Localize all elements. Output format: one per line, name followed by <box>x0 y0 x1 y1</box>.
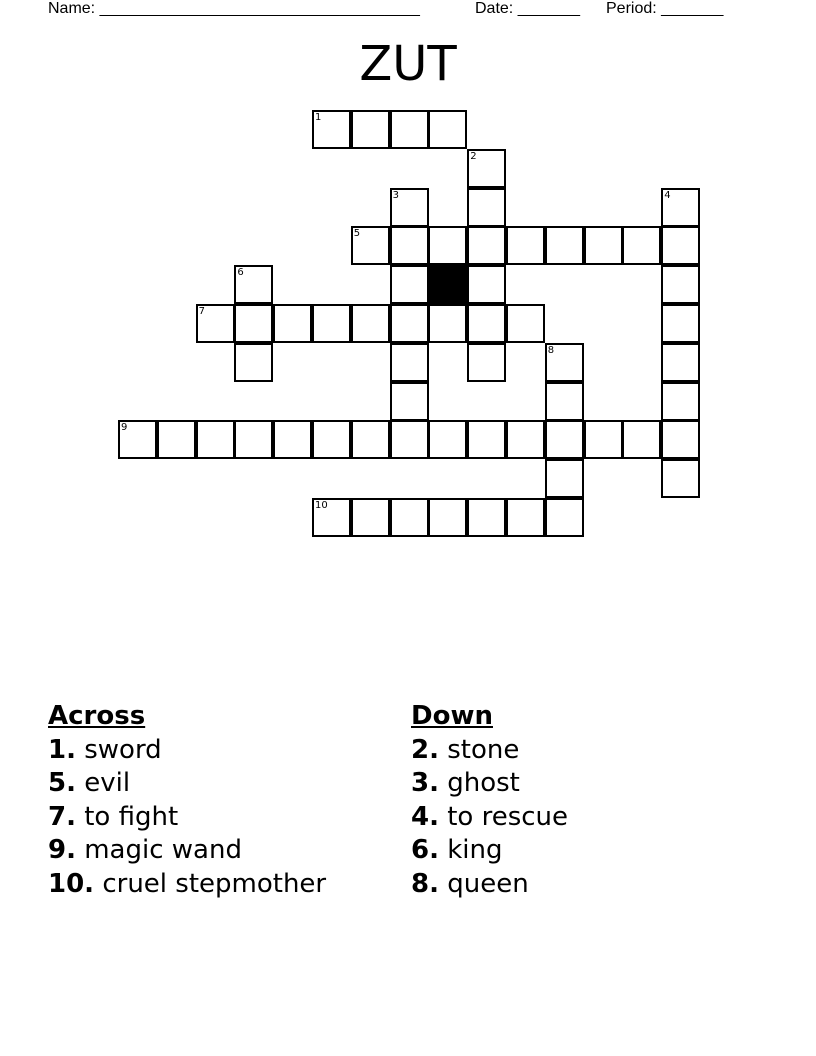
clue-text: to rescue <box>447 801 569 832</box>
crossword-cell[interactable] <box>506 498 545 537</box>
crossword-cell[interactable] <box>196 420 235 459</box>
crossword-cell[interactable] <box>467 304 506 343</box>
crossword-cell[interactable] <box>351 304 390 343</box>
across-clues <box>48 700 368 901</box>
clue-number-label: 1 <box>315 112 322 123</box>
crossword-cell[interactable] <box>351 110 390 149</box>
crossword-cell[interactable] <box>234 343 273 382</box>
crossword-cell[interactable] <box>390 420 429 459</box>
crossword-cell[interactable] <box>428 110 467 149</box>
across-clue <box>48 734 368 768</box>
crossword-cell[interactable] <box>467 265 506 304</box>
crossword-blocked-cell <box>428 265 467 304</box>
down-clues <box>411 700 731 901</box>
clue-text: to fight <box>84 801 179 832</box>
clue-text: sword <box>84 734 162 765</box>
down-clue <box>411 834 731 868</box>
crossword-cell[interactable] <box>234 420 273 459</box>
clue-number-label: 7 <box>198 306 205 317</box>
date-field: Date: _______ <box>475 0 580 17</box>
crossword-cell[interactable] <box>390 265 429 304</box>
crossword-cell[interactable] <box>506 420 545 459</box>
crossword-cell[interactable] <box>506 226 545 265</box>
crossword-cell[interactable] <box>390 343 429 382</box>
clue-number: 9. <box>48 835 76 865</box>
crossword-cell[interactable] <box>118 420 157 459</box>
clue-number: 3. <box>411 768 439 798</box>
crossword-cell[interactable] <box>661 226 700 265</box>
crossword-cell[interactable] <box>545 420 584 459</box>
clue-number: 8. <box>411 868 439 899</box>
clue-number: 7. <box>48 801 76 832</box>
crossword-cell[interactable] <box>428 226 467 265</box>
crossword-cell[interactable] <box>428 304 467 343</box>
clue-number: 6. <box>411 835 439 865</box>
clue-number-label: 8 <box>547 344 555 356</box>
crossword-cell[interactable] <box>428 420 467 459</box>
crossword-cell[interactable] <box>312 304 351 343</box>
crossword-cell[interactable] <box>467 498 506 537</box>
crossword-cell[interactable] <box>234 265 273 304</box>
clue-number: 5. <box>48 768 76 798</box>
crossword-cell[interactable] <box>661 265 700 304</box>
crossword-cell[interactable] <box>584 420 623 459</box>
crossword-cell[interactable] <box>273 304 312 343</box>
crossword-cell[interactable] <box>312 498 351 537</box>
clue-text: stone <box>447 734 520 765</box>
crossword-cell[interactable] <box>390 382 429 421</box>
crossword-cell[interactable] <box>506 304 545 343</box>
crossword-cell[interactable] <box>661 382 700 421</box>
clue-text: ghost <box>447 768 520 798</box>
crossword-cell[interactable] <box>390 188 429 227</box>
crossword-cell[interactable] <box>273 420 312 459</box>
crossword-cell[interactable] <box>661 188 700 227</box>
crossword-cell[interactable] <box>467 420 506 459</box>
crossword-cell[interactable] <box>351 226 390 265</box>
down-clue <box>411 801 731 835</box>
clue-number: 2. <box>411 734 439 765</box>
crossword-cell[interactable] <box>312 420 351 459</box>
crossword-cell[interactable] <box>467 226 506 265</box>
down-clue <box>411 767 731 801</box>
crossword-cell[interactable] <box>390 498 429 537</box>
crossword-cell[interactable] <box>545 498 584 537</box>
across-clue <box>48 834 368 868</box>
crossword-cell[interactable] <box>390 226 429 265</box>
clue-number-label: 4 <box>664 189 671 201</box>
crossword-cell[interactable] <box>351 498 390 537</box>
crossword-cell[interactable] <box>467 188 506 227</box>
crossword-cell[interactable] <box>545 343 584 382</box>
crossword-cell[interactable] <box>622 420 661 459</box>
across-clue <box>48 801 368 835</box>
clue-number: 4. <box>411 801 439 832</box>
clue-number: 1. <box>48 734 76 765</box>
name-field: Name: ____________________________________ <box>48 0 420 17</box>
across-heading: Across <box>48 701 146 731</box>
crossword-cell[interactable] <box>390 304 429 343</box>
crossword-cell[interactable] <box>467 343 506 382</box>
crossword-cell[interactable] <box>157 420 196 459</box>
crossword-cell[interactable] <box>196 304 235 343</box>
crossword-cell[interactable] <box>661 304 700 343</box>
clue-number-label: 5 <box>353 228 361 240</box>
clue-text: evil <box>84 768 131 798</box>
crossword-cell[interactable] <box>351 420 390 459</box>
clue-text: cruel stepmother <box>102 868 327 899</box>
clue-number-label: 6 <box>237 267 244 279</box>
period-field: Period: _______ <box>606 0 724 17</box>
across-clue <box>48 767 368 801</box>
crossword-cell[interactable] <box>234 304 273 343</box>
crossword-cell[interactable] <box>622 226 661 265</box>
crossword-cell[interactable] <box>661 343 700 382</box>
crossword-cell[interactable] <box>545 382 584 421</box>
down-clue <box>411 868 731 902</box>
crossword-cell[interactable] <box>584 226 623 265</box>
down-clue <box>411 734 731 768</box>
clue-number: 10. <box>48 868 95 899</box>
clue-number-label: 3 <box>392 189 399 201</box>
clue-text: king <box>447 835 503 865</box>
crossword-cell[interactable] <box>661 420 700 459</box>
clue-number-label: 9 <box>121 422 128 434</box>
down-heading: Down <box>411 701 493 731</box>
crossword-cell[interactable] <box>545 459 584 498</box>
clue-number-label: 2 <box>470 150 477 162</box>
clue-text: magic wand <box>84 835 242 865</box>
across-clue <box>48 868 368 902</box>
clue-text: queen <box>447 868 529 899</box>
crossword-cell[interactable] <box>312 110 351 149</box>
crossword-cell[interactable] <box>467 149 506 188</box>
crossword-cell[interactable] <box>428 498 467 537</box>
clue-number-label: 10 <box>315 500 328 511</box>
page-title: ZUT <box>359 36 457 92</box>
crossword-cell[interactable] <box>545 226 584 265</box>
crossword-cell[interactable] <box>661 459 700 498</box>
crossword-cell[interactable] <box>390 110 429 149</box>
